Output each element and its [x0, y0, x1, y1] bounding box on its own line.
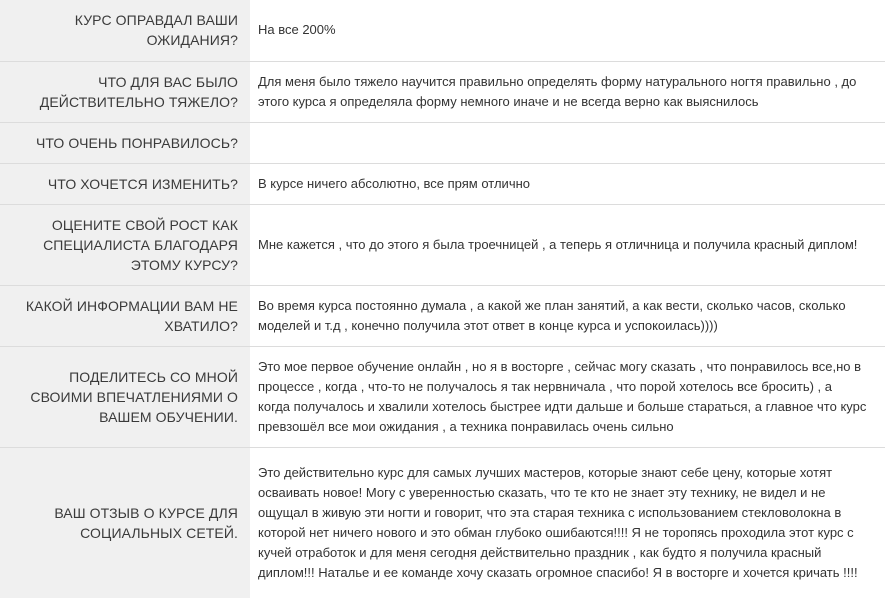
question-cell: ЧТО ДЛЯ ВАС БЫЛО ДЕЙСТВИТЕЛЬНО ТЯЖЕЛО?: [0, 61, 250, 122]
question-cell: ЧТО ОЧЕНЬ ПОНРАВИЛОСЬ?: [0, 122, 250, 163]
table-row: [0, 0, 885, 61]
question-cell: ЧТО ХОЧЕТСЯ ИЗМЕНИТЬ?: [0, 163, 250, 204]
answer-cell: Мне кажется , что до этого я была троечницей , а теперь я отличница и получила красный диплом!: [250, 204, 885, 285]
table-row: [0, 204, 885, 285]
table-row: [0, 447, 885, 598]
table-row: [0, 61, 885, 122]
table-row: [0, 122, 885, 163]
table-row: [0, 346, 885, 447]
answer-cell: Во время курса постоянно думала , а какой же план занятий, а как вести, сколько часов, сколько моделей и т.д , конечно получила этот ответ в конце курса и успокоилась)))): [250, 285, 885, 346]
question-cell: КАКОЙ ИНФОРМАЦИИ ВАМ НЕ ХВАТИЛО?: [0, 285, 250, 346]
answer-cell: На все 200%: [250, 0, 885, 61]
answer-cell: Это мое первое обучение онлайн , но я в восторге , сейчас могу сказать , что понравилось все,но в процессе , когда , что-то не получалось я так нервничала , что порой хотелось все бросить) , а когда получалось и хвалили хотелось быстрее идти дальше и больше стараться, а главное что курс превзошёл все мои ожидания , а техника понравилась очень сильно: [250, 346, 885, 447]
answer-cell: Для меня было тяжело научится правильно определять форму натурального ногтя правильно , до этого курса я определяла форму немного иначе и не всегда верно как выяснилось: [250, 61, 885, 122]
answer-cell: В курсе ничего абсолютно, все прям отлично: [250, 163, 885, 204]
question-cell: ПОДЕЛИТЕСЬ СО МНОЙ СВОИМИ ВПЕЧАТЛЕНИЯМИ О ВАШЕМ ОБУЧЕНИИ.: [0, 346, 250, 447]
table-row: [0, 285, 885, 346]
answer-cell: Это действительно курс для самых лучших мастеров, которые знают себе цену, которые хотят осваивать новое! Могу с уверенностью сказать, что те кто не знает эту технику, не видел и не ощущал в живую эти ногти и говорит, что эта старая техника с использованием стекловолокна в которой нет ничего нового и это обман глубоко ошибаются!!!! Я не торопясь проходила этот курс с кучей отработок и для меня сегодня действительно праздник , как будто я получила красный диплом!!! Наталье и ее команде хочу сказать огромное спасибо! Я в восторге и хочется кричать !!!!: [250, 447, 885, 598]
question-cell: ВАШ ОТЗЫВ О КУРСЕ ДЛЯ СОЦИАЛЬНЫХ СЕТЕЙ.: [0, 447, 250, 598]
question-cell: ОЦЕНИТЕ СВОЙ РОСТ КАК СПЕЦИАЛИСТА БЛАГОДАРЯ ЭТОМУ КУРСУ?: [0, 204, 250, 285]
question-cell: КУРС ОПРАВДАЛ ВАШИ ОЖИДАНИЯ?: [0, 0, 250, 61]
table-row: [0, 163, 885, 204]
answer-cell: [250, 122, 885, 163]
